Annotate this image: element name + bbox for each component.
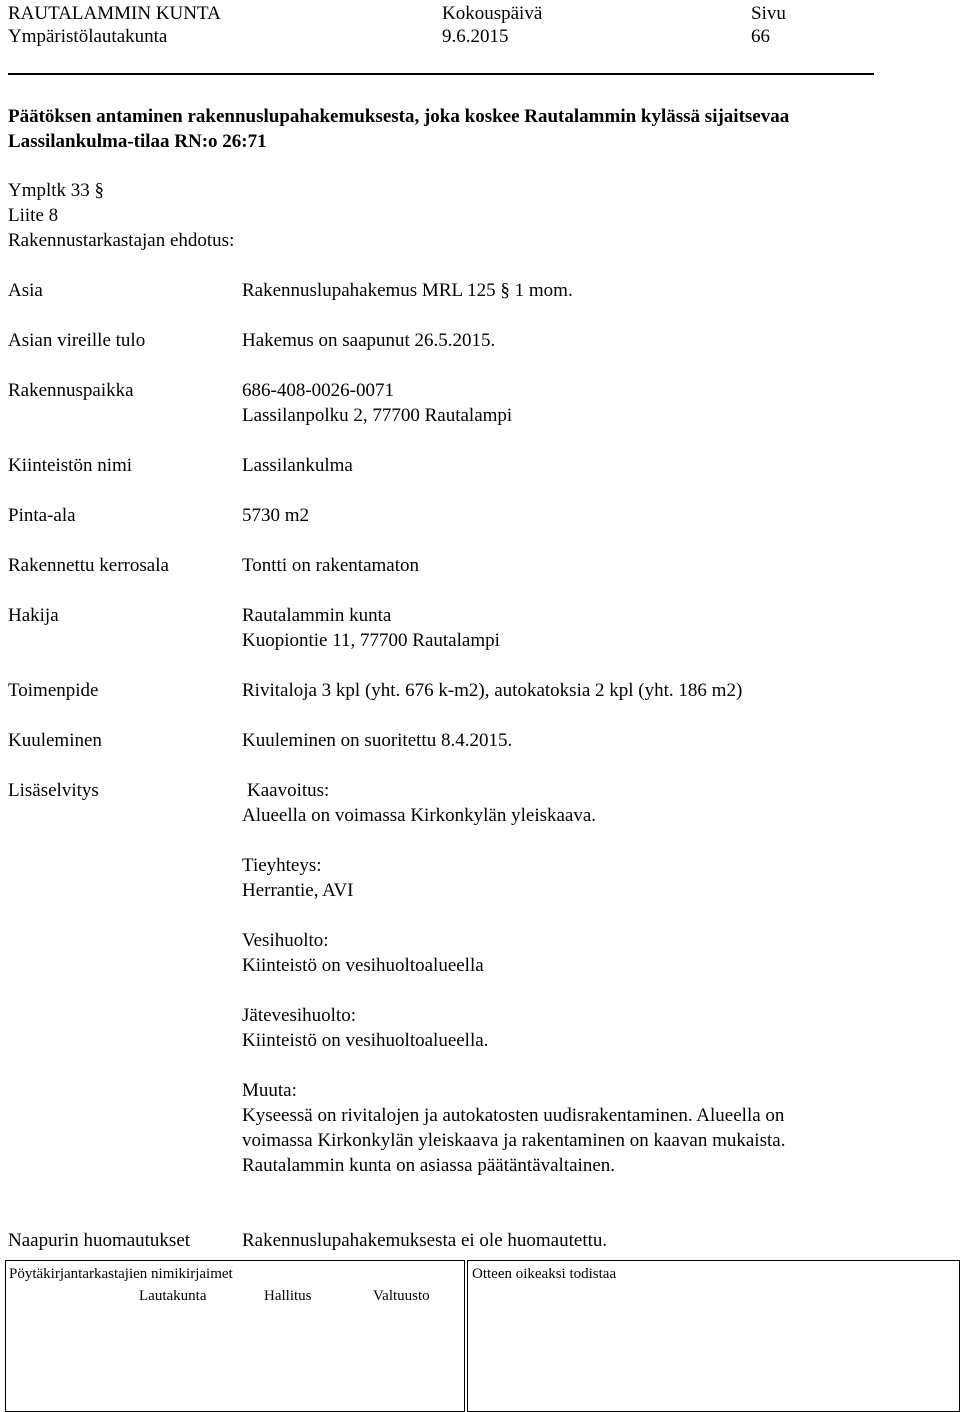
tieyhteys-text: Herrantie, AVI [242,880,354,901]
asia-value: Rakennuslupahakemus MRL 125 § 1 mom. [242,280,573,301]
certification-title: Otteen oikeaksi todistaa [472,1266,617,1282]
document-title: Päätöksen antaminen rakennuslupahakemuksesta, joka koskee Rautalammin kylässä sijaitsevaa Lassilankulma-tilaa RN:o 26:71 [8,106,790,152]
signatures-title: Pöytäkirjantarkastajien nimikirjaimet [9,1266,233,1282]
muuta-line-2: voimassa Kirkonkylän yleiskaava ja rakentaminen on kaavan mukaista. [242,1130,786,1151]
kaavoitus-text: Alueella on voimassa Kirkonkylän yleiskaava. [242,805,597,826]
pinta-ala-value: 5730 m2 [242,505,310,526]
rakennuspaikka-label: Rakennuspaikka [8,380,134,401]
board-name: Ympäristölautakunta [8,26,168,47]
muuta-line-1: Kyseessä on rivitalojen ja autokatosten uudisrakentaminen. Alueella on [242,1105,785,1126]
kiinteisto-value: Lassilankulma [242,455,353,476]
pinta-ala-label: Pinta-ala [8,505,76,526]
page-label: Sivu [751,3,786,24]
kaavoitus-heading: Kaavoitus: [247,780,330,801]
certification-box [467,1260,960,1412]
muuta-heading: Muuta: [242,1080,297,1101]
attachment-reference: Liite 8 [8,205,59,226]
signatures-box [5,1260,465,1412]
vesihuolto-text: Kiinteistö on vesihuoltoalueella [242,955,484,976]
kuuleminen-value: Kuuleminen on suoritettu 8.4.2015. [242,730,513,751]
meeting-date: 9.6.2015 [442,26,509,47]
hakija-label: Hakija [8,605,59,626]
naapuri-value: Rakennuslupahakemuksesta ei ole huomautettu. [242,1230,608,1251]
kuuleminen-label: Kuuleminen [8,730,102,751]
signature-col-lautakunta: Lautakunta [139,1288,207,1304]
naapuri-label: Naapurin huomautukset [8,1230,191,1251]
toimenpide-value: Rivitaloja 3 kpl (yht. 676 k-m2), autokatoksia 2 kpl (yht. 186 m2) [242,680,743,701]
signature-col-hallitus: Hallitus [264,1288,312,1304]
signature-col-valtuusto: Valtuusto [373,1288,430,1304]
kerrosala-label: Rakennettu kerrosala [8,555,169,576]
applicant-address: Kuopiontie 11, 77700 Rautalampi [242,630,500,651]
kiinteisto-label: Kiinteistön nimi [8,455,133,476]
muuta-line-3: Rautalammin kunta on asiassa päätäntävaltainen. [242,1155,616,1176]
jatevesihuolto-text: Kiinteistö on vesihuoltoalueella. [242,1030,489,1051]
page-number: 66 [751,26,770,47]
header-rule [8,73,874,75]
property-address: Lassilanpolku 2, 77700 Rautalampi [242,405,513,426]
property-id: 686-408-0026-0071 [242,380,394,401]
vireille-label: Asian vireille tulo [8,330,146,351]
org-name: RAUTALAMMIN KUNTA [8,3,221,24]
jatevesihuolto-heading: Jätevesihuolto: [242,1005,356,1026]
toimenpide-label: Toimenpide [8,680,99,701]
vireille-value: Hakemus on saapunut 26.5.2015. [242,330,496,351]
asia-label: Asia [8,280,43,301]
tieyhteys-heading: Tieyhteys: [242,855,322,876]
lisaselvitys-label: Lisäselvitys [8,780,99,801]
applicant-name: Rautalammin kunta [242,605,392,626]
section-reference: Ympltk 33 § [8,180,105,201]
kerrosala-value: Tontti on rakentamaton [242,555,420,576]
proposal-heading: Rakennustarkastajan ehdotus: [8,230,235,251]
vesihuolto-heading: Vesihuolto: [242,930,329,951]
meeting-date-label: Kokouspäivä [442,3,543,24]
